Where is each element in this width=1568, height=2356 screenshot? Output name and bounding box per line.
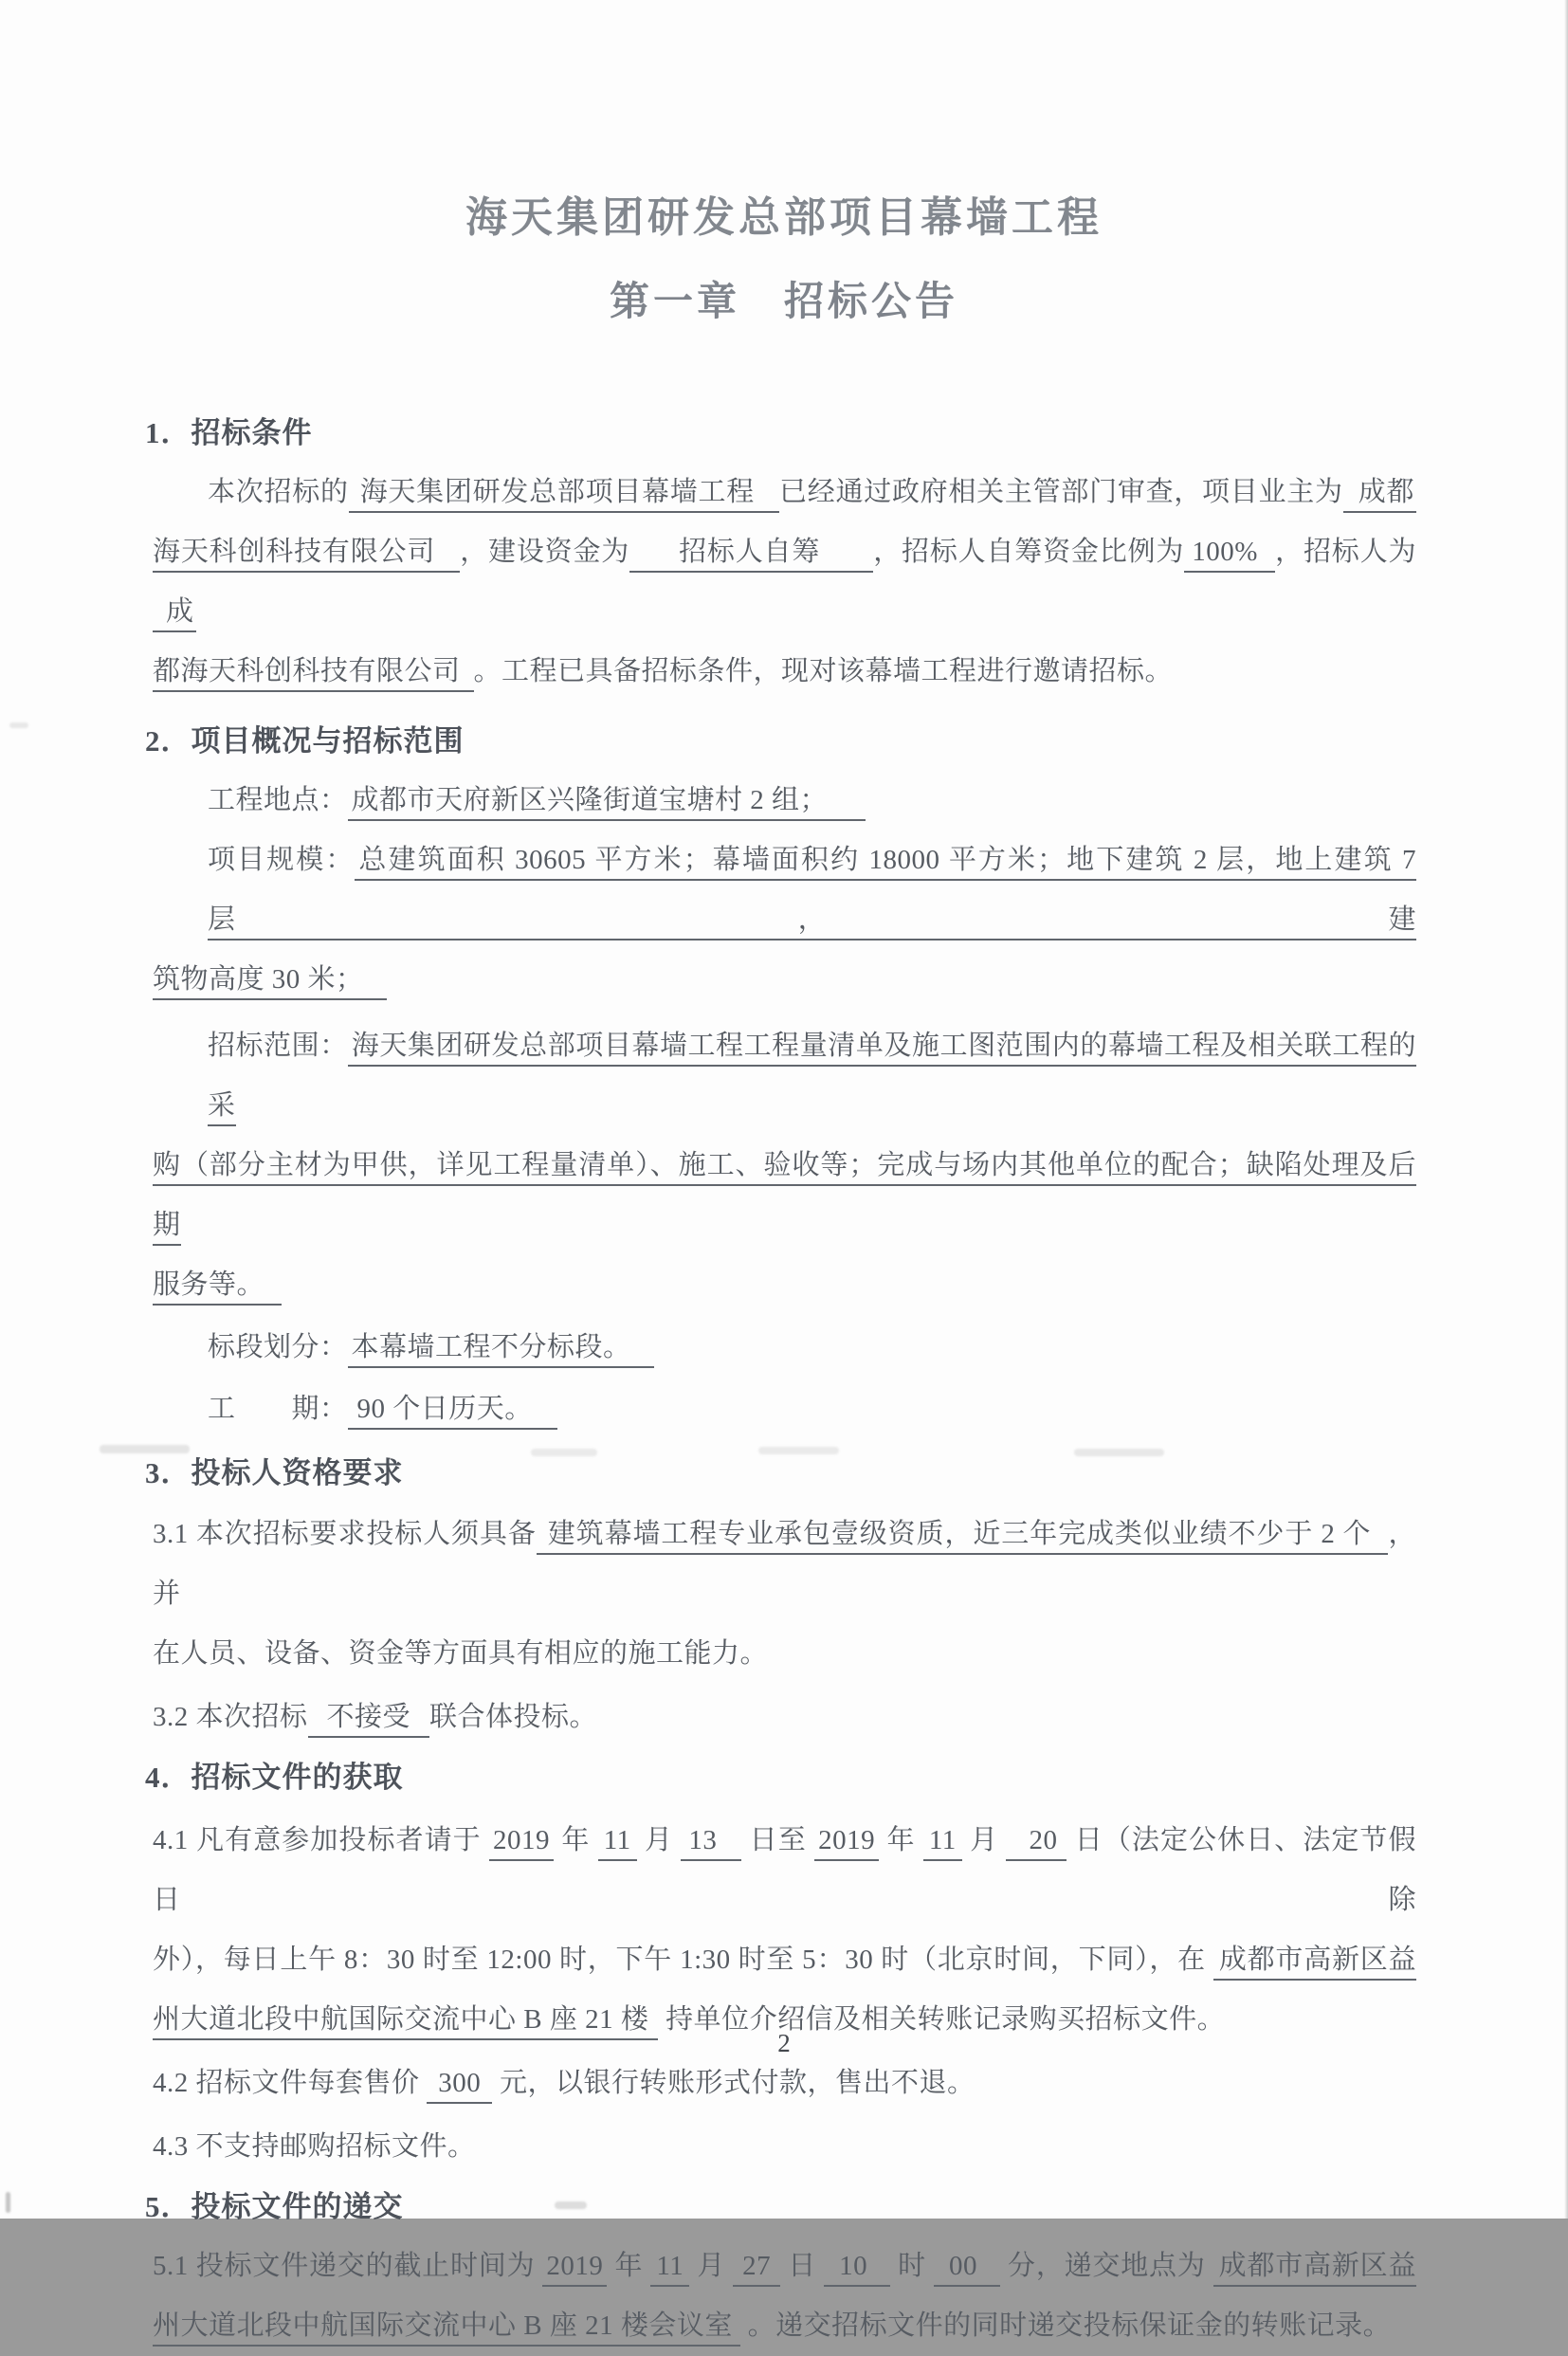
section (145, 1443, 1416, 1747)
scan-artifact (1074, 1449, 1164, 1456)
section-heading: 1．招标条件 (145, 416, 313, 449)
underlined-field: 11 (598, 1825, 637, 1861)
text-segment: 月 (636, 1825, 682, 1855)
underlined-field: 100% (1184, 537, 1275, 573)
underlined-field: 11 (923, 1825, 962, 1861)
text-segment: 月 (961, 1825, 1007, 1855)
text-segment: 年 (607, 2251, 651, 2281)
text-line (153, 1379, 1416, 1439)
text-segment: 3.2 本次招标 (153, 1702, 308, 1732)
text-segment: 外），每日上午 8：30 时至 12:00 时，下午 1:30 时至 5：30 时（北京时间，下同），在 (153, 1945, 1213, 1975)
underlined-field: 成 (153, 596, 196, 632)
text-segment: 分，递交地点为 (999, 2251, 1213, 2281)
text-line (153, 1811, 1416, 1930)
text-segment: 工程地点： (208, 785, 348, 815)
text-segment: 日 (780, 2251, 825, 2281)
text-line (153, 2296, 1416, 2356)
text-line (153, 1255, 1416, 1315)
underlined-field: 都海天科创科技有限公司 (153, 656, 474, 692)
underlined-field: 购（部分主材为甲供，详见工程量清单）、施工、验收等；完成与场内其他单位的配合；缺陷处理及后期 (153, 1150, 1416, 1246)
text-line (153, 463, 1416, 522)
text-line (153, 1624, 1416, 1684)
underlined-field: 海天集团研发总部项目幕墙工程 (349, 477, 779, 513)
text-line (153, 1505, 1416, 1624)
section-heading: 3．投标人资格要求 (145, 1456, 404, 1489)
underlined-field: 成都 (1343, 477, 1416, 513)
text-segment: 4.2 招标文件每套售价 (153, 2068, 428, 2098)
section (145, 2177, 1416, 2356)
text-line (153, 642, 1416, 702)
scan-artifact (100, 1445, 190, 1453)
text-segment: 持单位介绍信及相关转账记录购买招标文件。 (658, 2004, 1226, 2035)
underlined-field: 成都市高新区益 (1213, 2251, 1416, 2287)
underlined-field: 2019 (542, 2251, 607, 2287)
scan-artifact (758, 1447, 839, 1454)
text-segment: 4.3 不支持邮购招标文件。 (153, 2131, 476, 2162)
text-line (153, 950, 1416, 1010)
underlined-field: 成都市高新区益 (1213, 1945, 1416, 1981)
text-segment: 招标范围： (208, 1031, 348, 1061)
scan-artifact (6, 2192, 10, 2213)
section-heading: 4．招标文件的获取 (145, 1761, 404, 1794)
text-line (153, 1016, 1416, 1136)
underlined-field: 成都市天府新区兴隆街道宝塘村 2 组； (348, 785, 866, 821)
underlined-field: 300 (427, 2068, 492, 2104)
scan-artifact (531, 1449, 597, 1456)
underlined-field: 2019 (814, 1825, 879, 1861)
text-segment: 年 (554, 1825, 598, 1855)
underlined-field: 服务等。 (153, 1269, 282, 1306)
text-segment: 。工程已具备招标条件，现对该幕墙工程进行邀请招标。 (473, 656, 1174, 686)
section-heading: 2．项目概况与招标范围 (145, 724, 465, 758)
text-line (153, 1318, 1416, 1378)
underlined-field: 20 (1006, 1825, 1067, 1861)
text-line (153, 771, 1416, 831)
underlined-field: 招标人自筹 (629, 537, 873, 573)
document-body (145, 403, 1416, 2356)
text-segment: 日至 (741, 1825, 815, 1855)
text-line (153, 1688, 1416, 1747)
underlined-field: 不接受 (308, 1702, 430, 1738)
underlined-field: 本幕墙工程不分标段。 (348, 1332, 654, 1368)
text-segment: ，招标人自筹资金比例为 (873, 537, 1185, 567)
text-segment: 在人员、设备、资金等方面具有相应的施工能力。 (153, 1638, 769, 1669)
underlined-field: 海天科创科技有限公司 (153, 537, 460, 573)
text-segment: 。递交招标文件的同时递交投标保证金的转账记录。 (739, 2310, 1392, 2341)
section (145, 711, 1416, 1439)
text-segment: ，并 (153, 1519, 1416, 1609)
scan-artifact (9, 722, 28, 728)
text-line (153, 1136, 1416, 1255)
underlined-field: 州大道北段中航国际交流中心 B 座 21 楼 (153, 2004, 658, 2040)
text-line (153, 2237, 1416, 2296)
text-segment: 3.1 本次招标要求投标人须具备 (153, 1519, 537, 1549)
text-segment: 项目规模： (208, 845, 356, 875)
text-segment: ，招标人为 (1274, 537, 1416, 567)
underlined-field: 2019 (489, 1825, 554, 1861)
underlined-field: 11 (650, 2251, 689, 2287)
text-segment: 元，以银行转账形式付款，售出不退。 (492, 2068, 975, 2098)
underlined-field: 筑物高度 30 米； (153, 964, 387, 1000)
text-segment: 4.1 凡有意参加投标者请于 (153, 1825, 490, 1855)
text-line (153, 1930, 1416, 1990)
section (145, 1747, 1416, 2177)
underlined-field: 10 (824, 2251, 890, 2287)
text-segment: 年 (879, 1825, 923, 1855)
underlined-field: 海天集团研发总部项目幕墙工程工程量清单及施工图范围内的幕墙工程及相关联工程的采 (208, 1031, 1416, 1126)
section-heading: 5．投标文件的递交 (145, 2190, 404, 2223)
text-segment: 月 (689, 2251, 734, 2281)
text-segment: 联合体投标。 (429, 1702, 598, 1732)
text-segment: 本次招标的 (208, 477, 349, 507)
chapter-heading: 第一章 招标公告 (609, 281, 958, 324)
text-segment: 工 期： (208, 1394, 348, 1424)
text-segment: 时 (890, 2251, 934, 2281)
underlined-field: 90 个日历天。 (348, 1394, 557, 1430)
text-line (153, 831, 1416, 950)
text-line (153, 2054, 1416, 2113)
page-number: 2 (777, 2029, 791, 2057)
scan-artifact (555, 2201, 587, 2209)
underlined-field: 州大道北段中航国际交流中心 B 座 21 楼会议室 (153, 2310, 740, 2347)
scan-edge-shadow (1564, 0, 1568, 2219)
section (145, 403, 1416, 702)
underlined-field: 总建筑面积 30605 平方米；幕墙面积约 18000 平方米；地下建筑 2 层，地上建筑 7 层，建 (208, 845, 1416, 941)
text-segment: 标段划分： (208, 1332, 348, 1362)
underlined-field: 建筑幕墙工程专业承包壹级资质，近三年完成类似业绩不少于 2 个 (537, 1519, 1389, 1555)
text-segment: 5.1 投标文件递交的截止时间为 (153, 2251, 543, 2281)
underlined-field: 27 (733, 2251, 780, 2287)
text-segment: 日（法定公休日、法定节假日除 (153, 1825, 1416, 1915)
document-title: 海天集团研发总部项目幕墙工程 (465, 194, 1103, 241)
text-segment: 已经通过政府相关主管部门审查，项目业主为 (779, 477, 1343, 507)
underlined-field: 00 (934, 2251, 1000, 2287)
text-segment: ，建设资金为 (460, 537, 630, 567)
text-line (153, 522, 1416, 642)
underlined-field: 13 (681, 1825, 741, 1861)
text-line (153, 2117, 1416, 2177)
